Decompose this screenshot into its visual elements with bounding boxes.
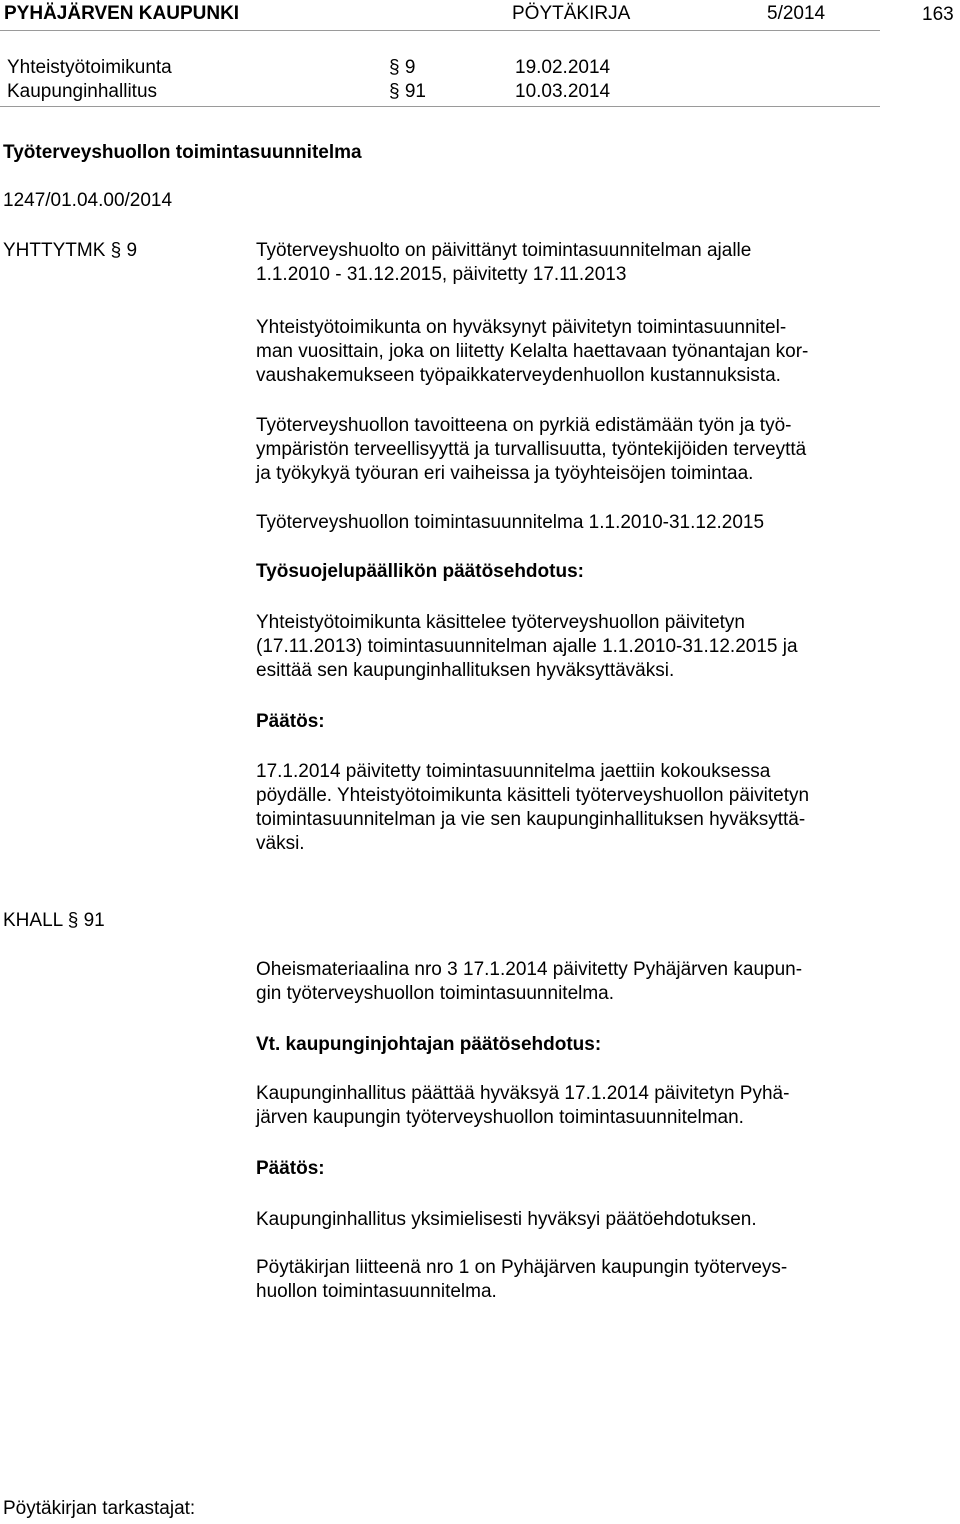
text-line: pöydälle. Yhteistyötoimikunta käsitteli työterveyshuollon päivitetyn [256,785,810,806]
diary-number: 1247/01.04.00/2014 [3,190,173,211]
text-line: ja työkykyä työuran eri vaiheissa ja työyhteisöjen toimintaa. [256,463,754,484]
page-number: 163 [922,4,954,25]
meeting-date-2: 10.03.2014 [515,81,611,102]
yhttytmk-decision [256,760,809,856]
meeting-section-2: § 91 [389,81,426,102]
khall-label: KHALL § 91 [3,910,105,931]
reviewers-label: Pöytäkirjan tarkastajat: [3,1498,196,1519]
meetings-divider [0,106,880,107]
meeting-section-1: § 9 [389,57,416,78]
text-line: Pöytäkirjan liitteenä nro 1 on Pyhäjärven kaupungin työterveys- [256,1257,788,1278]
text-line: Työterveyshuolto on päivittänyt toimintasuunnitelman ajalle [256,240,752,261]
meeting-body-1: Yhteistyötoimikunta [7,57,172,78]
khall-proposal-heading [256,1033,601,1057]
yhttytmk-intro [256,239,751,287]
text-line: Kaupunginhallitus päättää hyväksyä 17.1.2014 päivitetyn Pyhä- [256,1083,790,1104]
khall-decision-heading [256,1157,325,1181]
heading-text: Päätös: [256,711,325,732]
yhttytmk-decision-heading [256,710,325,734]
text-line: väksi. [256,833,305,854]
text-line: Työterveyshuollon tavoitteena on pyrkiä edistämään työn ja työ- [256,415,792,436]
text-line: (17.11.2013) toimintasuunnitelman ajalle 1.1.2010-31.12.2015 ja [256,636,798,657]
text-line: Oheismateriaalina nro 3 17.1.2014 päivitetty Pyhäjärven kaupun- [256,959,803,980]
khall-appendix [256,1256,787,1304]
khall-proposal [256,1082,789,1130]
text-line: vaushakemukseen työpaikkaterveydenhuollon kustannuksista. [256,365,781,386]
text-line: Kaupunginhallitus yksimielisesti hyväksyi päätöehdotuksen. [256,1209,757,1230]
khall-decision [256,1208,757,1232]
text-line: gin työterveyshuollon toimintasuunnitelma. [256,983,615,1004]
text-line: huollon toimintasuunnitelma. [256,1281,497,1302]
khall-material [256,958,802,1006]
yhttytmk-paragraph-1 [256,316,808,388]
yhttytmk-paragraph-2 [256,414,806,486]
text-line: 1.1.2010 - 31.12.2015, päivitetty 17.11.2013 [256,264,627,285]
yhttytmk-proposal-heading [256,560,584,584]
text-line: Yhteistyötoimikunta on hyväksynyt päivitetyn toimintasuunnitel- [256,317,787,338]
heading-text: Vt. kaupunginjohtajan päätösehdotus: [256,1034,602,1055]
org-name: PYHÄJÄRVEN KAUPUNKI [4,3,240,24]
attachment-line: Työterveyshuollon toimintasuunnitelma 1.1.2010-31.12.2015 [256,512,765,533]
heading-text: Päätös: [256,1158,325,1179]
heading-text: Työsuojelupäällikön päätösehdotus: [256,561,584,582]
text-line: man vuosittain, joka on liitetty Kelalta haettavaan työnantajan kor- [256,341,809,362]
text-line: esittää sen kaupunginhallituksen hyväksyttäväksi. [256,660,675,681]
doc-number: 5/2014 [767,3,826,24]
meeting-body-2: Kaupunginhallitus [7,81,158,102]
text-line: järven kaupungin työterveyshuollon toimintasuunnitelman. [256,1107,744,1128]
yhttytmk-proposal [256,611,798,683]
header-divider [0,30,880,31]
text-line: Yhteistyötoimikunta käsittelee työterveyshuollon päivitetyn [256,612,745,633]
topic-title: Työterveyshuollon toimintasuunnitelma [3,142,362,163]
text-line: toimintasuunnitelman ja vie sen kaupunginhallituksen hyväksyttä- [256,809,806,830]
yhttytmk-attachment [256,511,764,535]
yhttytmk-label: YHTTYTMK § 9 [3,240,138,261]
meeting-date-1: 19.02.2014 [515,57,611,78]
text-line: ympäristön terveellisyyttä ja turvallisuutta, työntekijöiden terveyttä [256,439,807,460]
text-line: 17.1.2014 päivitetty toimintasuunnitelma jaettiin kokouksessa [256,761,771,782]
doc-type: PÖYTÄKIRJA [512,3,631,24]
